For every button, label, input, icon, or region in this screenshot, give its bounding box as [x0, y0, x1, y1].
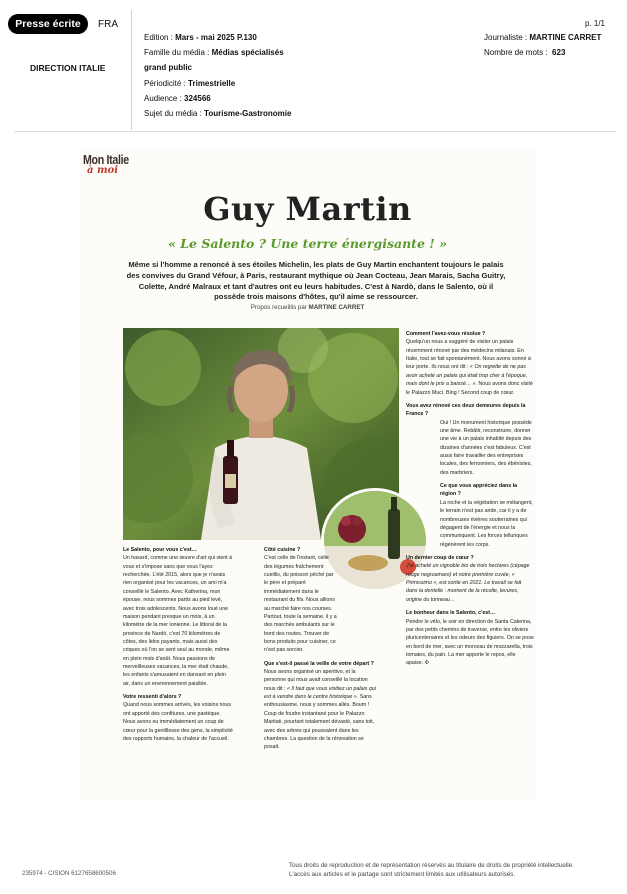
- article-column-3: [406, 330, 534, 673]
- famille-value: Médias spécialisés: [211, 48, 284, 57]
- answer-paragraph: J'ai acheté un vignoble bio de trois hectares (cépage rouge negroamaro) et notre première cuvée, « Primissimo », est sortie en 2021. Le travail se fait dans la dentelle : moment de la récolte, levures, origine du tonneau…: [406, 563, 530, 603]
- audience-value: 324566: [184, 94, 211, 103]
- sujet-value: Tourisme-Gastronomie: [204, 109, 292, 118]
- question-heading: Votre ressenti d'alors ?: [123, 694, 182, 701]
- article-lead: Même si l'homme a renoncé à ses étoiles Michelin, les plats de Guy Martin enchantent toujours le palais des convives du Grand Véfour, à Paris, restaurant mythique où Jean Cocteau, Jean Marais, Sacha Guitry, Colette, André Malraux et tant d'autres ont eu leurs habitudes. C'est à Nardò, dans le Salento, où il possède trois maisons d'hôtes, qu'il aime se ressourcer.: [126, 260, 506, 302]
- journaliste-line: Journaliste : MARTINE CARRET: [484, 33, 602, 42]
- article-column-1: [123, 546, 233, 748]
- answer-paragraph: Oui ! Un monument historique possède une âme. Rebâtir, reconstruire, donner une vie à un palais inhabité depuis des dizaines d'années c'est fabuleux. C'est aussi faire travailler des entreprises locales, des ferronniers, des ébénistes, des marbriers.: [440, 419, 532, 476]
- journaliste-value: MARTINE CARRET: [529, 33, 602, 42]
- answer-paragraph: Nous avons organisé un aperitivo, et la personne qui nous avait conseillé la location nous dit : « Il faut que vous visitiez un palais qui est à vendre dans le centre historique ». Sans enthousiasme, nous y sommes allés. Boum ! Coup de foudre instantané pour le Palazzo Maritati, pourtant totalement dévasté, sans toit, avec des arbres qui poussaient dans les chambres. La question de la rénovation se posait.: [264, 669, 376, 751]
- answer-paragraph: Quand nous sommes arrivés, les voisins nous ont apporté des confitures, une pastèque. Nous avons eu immédiatement un coup de cœur pour la gentillesse des gens, la simplicité des rapports humains, la chaleur de l'accueil.: [123, 702, 233, 742]
- question-heading: Le Salento, pour vous c'est…: [123, 547, 197, 553]
- byline-author: MARTINE CARRET: [308, 304, 365, 311]
- rubric-sub: à moi: [87, 165, 119, 176]
- question-heading: Que s'est-il passé la veille de votre départ ?: [264, 660, 374, 667]
- article-scan: [79, 148, 536, 800]
- article-quote: « Le Salento ? Une terre énergisante ! »: [168, 236, 447, 251]
- page-number: p. 1/1: [584, 19, 605, 28]
- question-heading: Côté cuisine ?: [264, 547, 301, 553]
- article-byline: Propos recueillis par MARTINE CARRET: [250, 304, 365, 311]
- cision-reference: 235974 - CISION 6127658600506: [22, 870, 116, 877]
- article-column-2: [264, 546, 376, 757]
- question-heading: Le bonheur dans le Salento, c'est…: [406, 610, 496, 617]
- header-divider-horizontal: [14, 131, 616, 132]
- copyright-notice: Tous droits de reproduction et de représentation réservés au titulaire de droits de propriété intellectuelle. L'accès aux articles et le partage sont strictement limités aux utilisateurs autorisés.: [289, 862, 574, 878]
- periodicite-line: Périodicité : Trimestrielle: [144, 79, 236, 88]
- media-type-badge: Presse écrite: [8, 14, 88, 34]
- edition-line: Edition : Mars - mai 2025 P.130: [144, 33, 257, 42]
- question-heading: Vous avez rénové ces deux demeures depuis la France ?: [406, 402, 526, 418]
- word-count-value: 623: [552, 48, 566, 57]
- direction-label: DIRECTION ITALIE: [30, 63, 106, 73]
- periodicite-value: Trimestrielle: [188, 79, 236, 88]
- sujet-line: Sujet du média : Tourisme-Gastronomie: [144, 109, 292, 118]
- word-count-line: Nombre de mots : 623: [484, 48, 566, 57]
- answer-paragraph: Un hasard, comme une œuvre d'art qui vient à vous et s'impose sans que vous l'ayez recherchée. L'été 2015, alors que je n'avais rien organisé pour les vacances, un ami m'a conseillé le Salento. Avec Katherina, mon épouse, nous sommes partis au pied levé, avec trois adolescents. Nous avons loué une maison pendant presque un mois, à un kilomètre de la mer ionienne. Le littoral de la province de Nardò, c'est 70 kilomètres de côtes, des lidos payants, mais aussi des criques où l'on se sent seul au monde, même en plein mois d'août. Nous passions de merveilleuses vacances, la mer était chaude, les enfants s'amusaient en dansant en plein air, dans un environnement paisible.: [123, 555, 233, 687]
- rubric-main: Mon Italie: [83, 152, 129, 167]
- answer-paragraph: Pendre le vélo, le soir en direction de Santa Caterina, par des petits chemins de traverse, entre les oliviers pluricentenaires et les odeurs des figuiers. On se pose en bord de mer, avec un morceau de mozzarella, trois tomates, du pain. La mer apporte le repos, elle apaise. ✣: [406, 618, 534, 667]
- answer-paragraph: La roche et la végétation se mélangent, le terrain n'est pas aride, car il y a de nombreuses rivières souterraines qui dégagent de l'énergie et nous la communiquent. Les forces telluriques régénèrent les corps.: [440, 499, 533, 548]
- famille-line-2: grand public: [144, 63, 192, 72]
- question-heading: Un dernier coup de cœur ?: [406, 554, 474, 561]
- question-heading: Comment l'avez-vous résolue ?: [406, 331, 486, 337]
- answer-paragraph: C'est celle de l'instant, celle des légumes fraîchement cueillis, du poisson pêché par le père et préparé immédiatement dans le restaurant du fils. Nous allions au marché faire nos courses. Partout, toute la semaine, il y a des marchés ambulants sur le bord des routes. Trouver de bons produits pour cuisiner, ce n'est pas sorcier.: [264, 555, 337, 654]
- answer-paragraph: Quelqu'un nous a suggéré de visiter un palais récemment rénové par des médecins milanais. En Italie, tout se fait spontanément. Nous avons sonné à leur porte. Ils nous ont dit : « On regrette de ne pas avoir acheté un palais qui était trop cher à l'époque, mais dont le prix a baissé… ». Nous avons donc visité le Palazzo Muci. Bing ! Second coup de cœur.: [406, 339, 533, 396]
- audience-line: Audience : 324566: [144, 94, 211, 103]
- edition-value: Mars - mai 2025 P.130: [175, 33, 257, 42]
- question-heading: Ce que vous appréciez dans la région ?: [440, 483, 518, 498]
- header-divider-vertical: [131, 10, 132, 130]
- article-title: Guy Martin: [203, 190, 412, 228]
- rubric-logo: [83, 152, 139, 176]
- famille-line: Famille du média : Médias spécialisés: [144, 48, 284, 57]
- language-code: FRA: [98, 19, 118, 30]
